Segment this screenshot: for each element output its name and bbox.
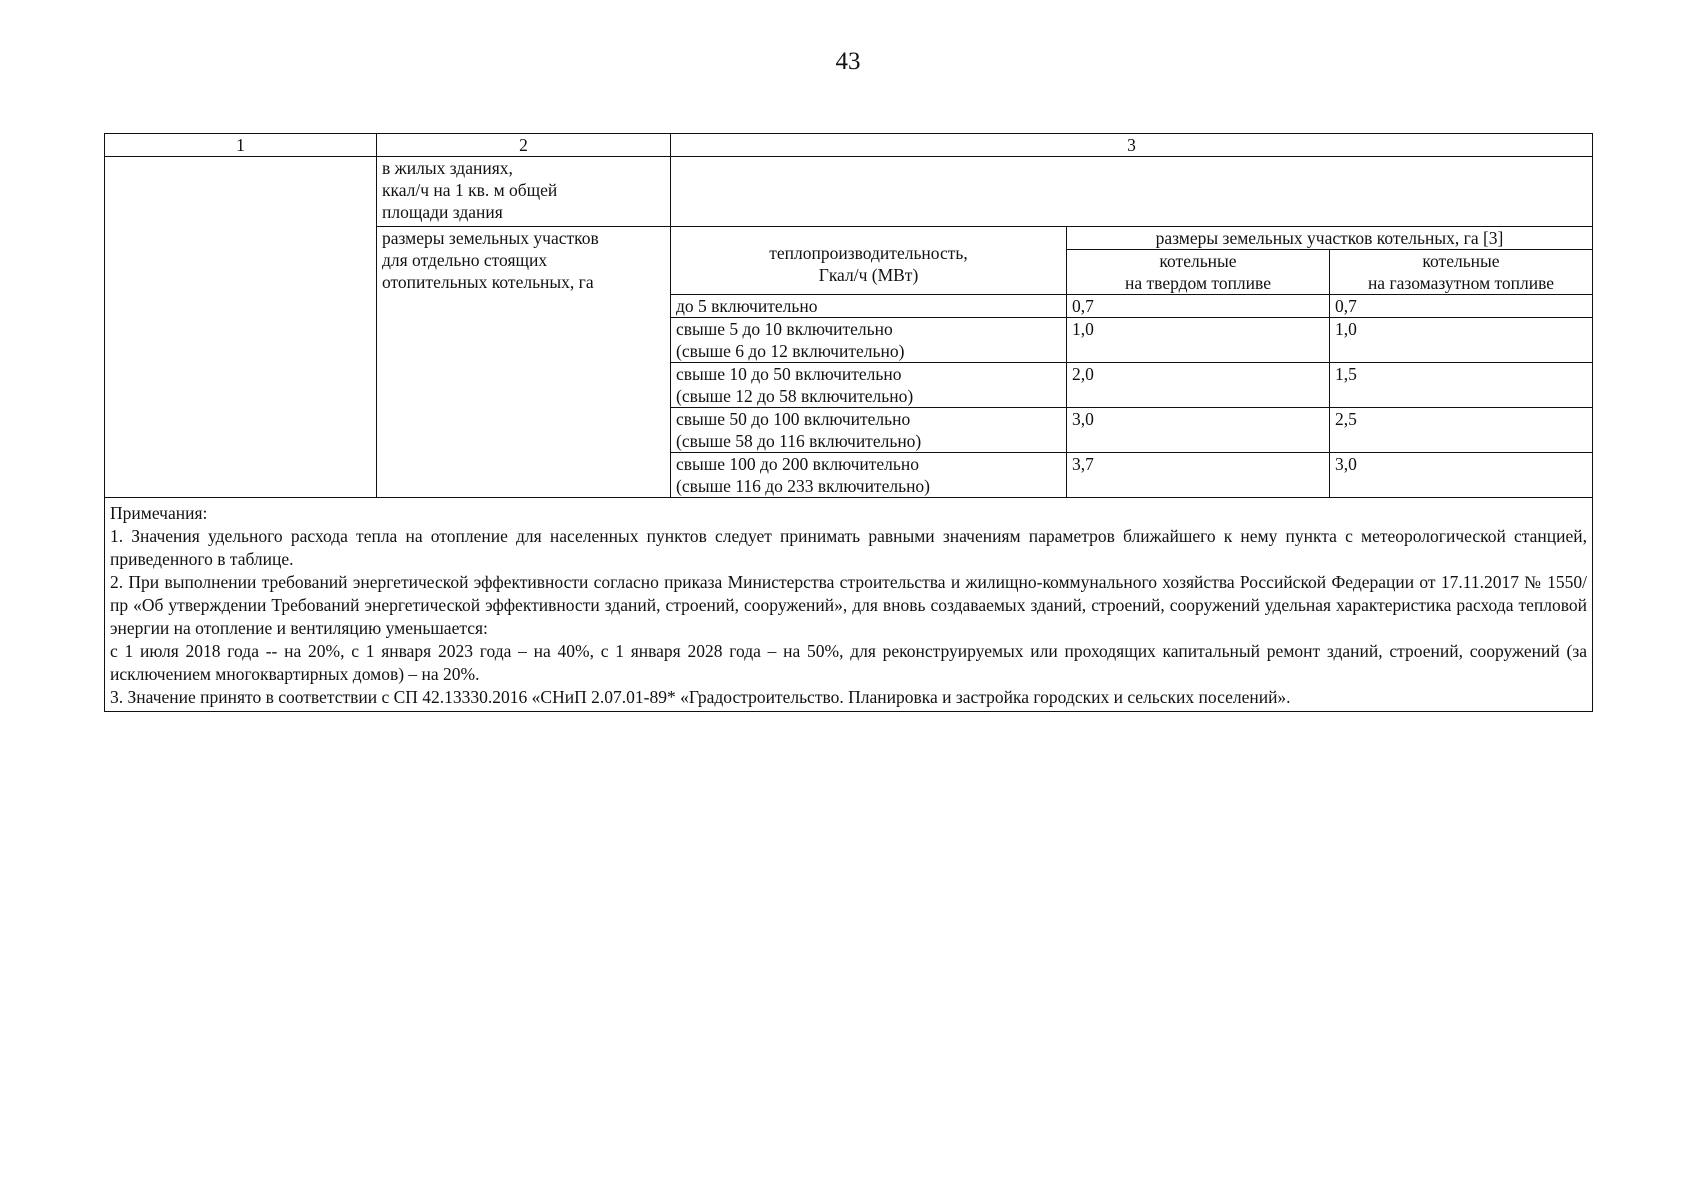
land-plot-table bbox=[104, 133, 1593, 712]
solid-fuel-value: 1,0 bbox=[1067, 318, 1330, 363]
gas-fuel-value: 3,0 bbox=[1330, 453, 1593, 498]
header-line: котельные bbox=[1159, 251, 1237, 271]
gas-fuel-value: 0,7 bbox=[1330, 295, 1593, 318]
gas-fuel-value: 2,5 bbox=[1330, 408, 1593, 453]
notes-cell bbox=[105, 498, 1593, 712]
capacity-line: (свыше 58 до 116 включительно) bbox=[676, 431, 922, 451]
note-2: 2. При выполнении требований энергетической эффективности согласно приказа Министерства строительства и жилищно-коммунального хозяйства Российской Федерации от 17.11.2017 № 1550/пр «Об утверждении Требований энергетической эффективности зданий, строений, сооружений», для вновь создаваемых зданий, строений, сооружений удельная характеристика расхода тепловой энергии на отопление и вентиляцию уменьшается: bbox=[110, 572, 1588, 638]
land-plot-label bbox=[377, 227, 671, 498]
label-line: в жилых зданиях, bbox=[382, 158, 513, 178]
capacity-header bbox=[671, 227, 1067, 295]
notes-title: Примечания: bbox=[110, 503, 208, 523]
solid-fuel-value: 0,7 bbox=[1067, 295, 1330, 318]
label-line: для отдельно стоящих bbox=[382, 250, 548, 270]
notes-row bbox=[105, 498, 1593, 712]
gas-fuel-value: 1,5 bbox=[1330, 363, 1593, 408]
label-line: размеры земельных участков bbox=[382, 228, 599, 248]
solid-fuel-value: 3,7 bbox=[1067, 453, 1330, 498]
column-number-2: 2 bbox=[377, 134, 671, 157]
capacity-line: свыше 5 до 10 включительно bbox=[676, 319, 893, 339]
land-sizes-header: размеры земельных участков котельных, га [3] bbox=[1067, 227, 1593, 250]
capacity-line: свыше 10 до 50 включительно bbox=[676, 364, 902, 384]
note-3: 3. Значение принято в соответствии с СП 42.13330.2016 «СНиП 2.07.01-89* «Градостроительство. Планировка и застройка городских и сельских поселений». bbox=[110, 687, 1291, 707]
capacity-line: свыше 100 до 200 включительно bbox=[676, 454, 920, 474]
solid-fuel-value: 3,0 bbox=[1067, 408, 1330, 453]
solid-fuel-value: 2,0 bbox=[1067, 363, 1330, 408]
capacity-cell bbox=[671, 363, 1067, 408]
capacity-line: (свыше 6 до 12 включительно) bbox=[676, 341, 905, 361]
solid-fuel-header bbox=[1067, 250, 1330, 295]
header-line: котельные bbox=[1422, 251, 1500, 271]
capacity-cell: до 5 включительно bbox=[671, 295, 1067, 318]
note-2-dates: с 1 июля 2018 года -- на 20%, с 1 января 2023 года – на 40%, с 1 января 2028 года – на 50%, для реконструируемых или проходящих капитальный ремонт зданий, строений, сооружений (за исключением многоквартирных домов) – на 20%. bbox=[110, 641, 1588, 684]
label-line: площади здания bbox=[382, 202, 503, 222]
empty-first-column-cell bbox=[105, 157, 377, 498]
heat-consumption-label bbox=[377, 157, 671, 227]
heat-consumption-value-cell bbox=[671, 157, 1593, 227]
note-1: 1. Значения удельного расхода тепла на отопление для населенных пунктов следует принимать равными значениям параметров ближайшего к нему пункта с метеорологической станцией, приведенного в таблице. bbox=[110, 526, 1588, 569]
column-number-1: 1 bbox=[105, 134, 377, 157]
header-line: на твердом топливе bbox=[1125, 273, 1271, 293]
capacity-line: (свыше 116 до 233 включительно) bbox=[676, 476, 931, 496]
header-line: теплопроизводительность, bbox=[769, 242, 968, 263]
gas-fuel-value: 1,0 bbox=[1330, 318, 1593, 363]
header-line: на газомазутном топливе bbox=[1367, 273, 1555, 293]
page-number: 43 bbox=[835, 48, 861, 75]
gas-fuel-header bbox=[1330, 250, 1593, 295]
capacity-line: (свыше 12 до 58 включительно) bbox=[676, 386, 914, 406]
heat-consumption-row bbox=[105, 157, 1593, 227]
label-line: ккал/ч на 1 кв. м общей bbox=[382, 180, 558, 200]
label-line: отопительных котельных, га bbox=[382, 272, 594, 292]
header-line: Гкал/ч (МВт) bbox=[818, 264, 919, 285]
capacity-cell bbox=[671, 408, 1067, 453]
capacity-cell bbox=[671, 453, 1067, 498]
column-number-3: 3 bbox=[671, 134, 1593, 157]
capacity-cell bbox=[671, 318, 1067, 363]
capacity-line: свыше 50 до 100 включительно bbox=[676, 409, 911, 429]
column-number-row bbox=[105, 134, 1593, 157]
